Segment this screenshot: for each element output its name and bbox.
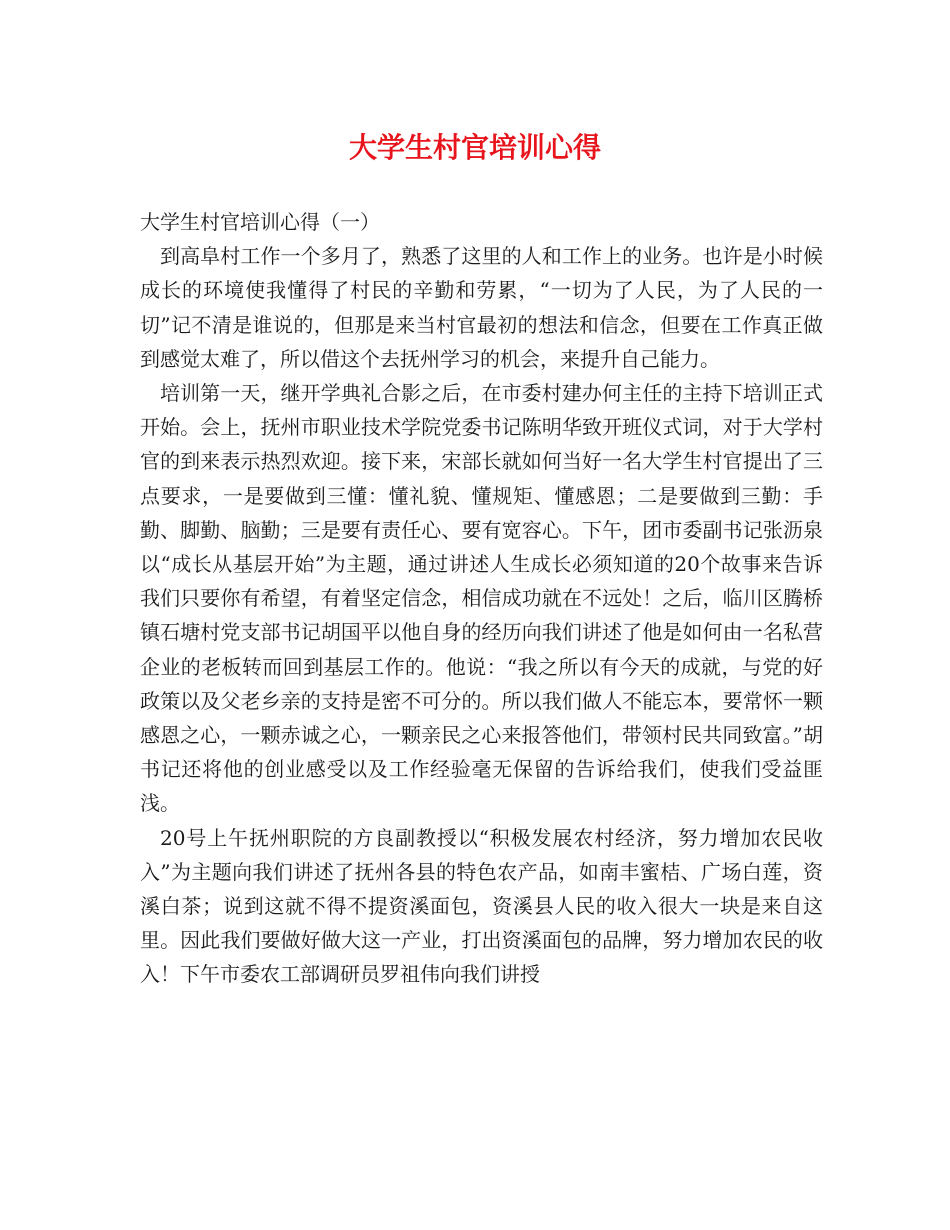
paragraph-3: 20号上午抚州职院的方良副教授以“积极发展农村经济，努力增加农民收入”为主题向我们讲述了抚州各县的特色农产品，如南丰蜜桔、广场白莲，资溪白茶；说到这就不得不提资溪面包，资溪县人民的收入很大一块是来自这里。因此我们要做好做大这一产业，打出资溪面包的品牌，努力增加农民的收入！下午市委农工部调研员罗祖伟向我们讲授 [140, 825, 823, 987]
section-heading: 大学生村官培训心得（一） [140, 210, 380, 234]
paragraph-1: 到高阜村工作一个多月了，熟悉了这里的人和工作上的业务。也许是小时候成长的环境使我懂得了村民的辛勤和劳累，“一切为了人民，为了人民的一切”记不清是谁说的，但那是来当村官最初的想法和信念，但要在工作真正做到感觉太难了，所以借这个去抚州学习的机会，来提升自己能力。 [140, 244, 823, 371]
document-body [140, 205, 823, 992]
document-title: 大学生村官培训心得 [348, 131, 601, 164]
paragraph-2: 培训第一天，继开学典礼合影之后，在市委村建办何主任的主持下培训正式开始。会上，抚州市职业技术学院党委书记陈明华致开班仪式词，对于大学村官的到来表示热烈欢迎。接下来，宋部长就如何当好一名大学生村官提出了三点要求，一是要做到三懂：懂礼貌、懂规矩、懂感恩；二是要做到三勤：手勤、脚勤、脑勤；三是要有责任心、要有宽容心。下午，团市委副书记张沥泉以“成长从基层开始”为主题，通过讲述人生成长必须知道的20个故事来告诉我们只要你有希望，有着坚定信念，相信成功就在不远处！之后，临川区腾桥镇石塘村党支部书记胡国平以他自身的经历向我们讲述了他是如何由一名私营企业的老板转而回到基层工作的。他说：“我之所以有今天的成就，与党的好政策以及父老乡亲的支持是密不可分的。所以我们做人不能忘本，要常怀一颗感恩之心，一颗赤诚之心，一颗亲民之心来报答他们，带领村民共同致富。”胡书记还将他的创业感受以及工作经验毫无保留的告诉给我们，使我们受益匪浅。 [140, 381, 823, 816]
